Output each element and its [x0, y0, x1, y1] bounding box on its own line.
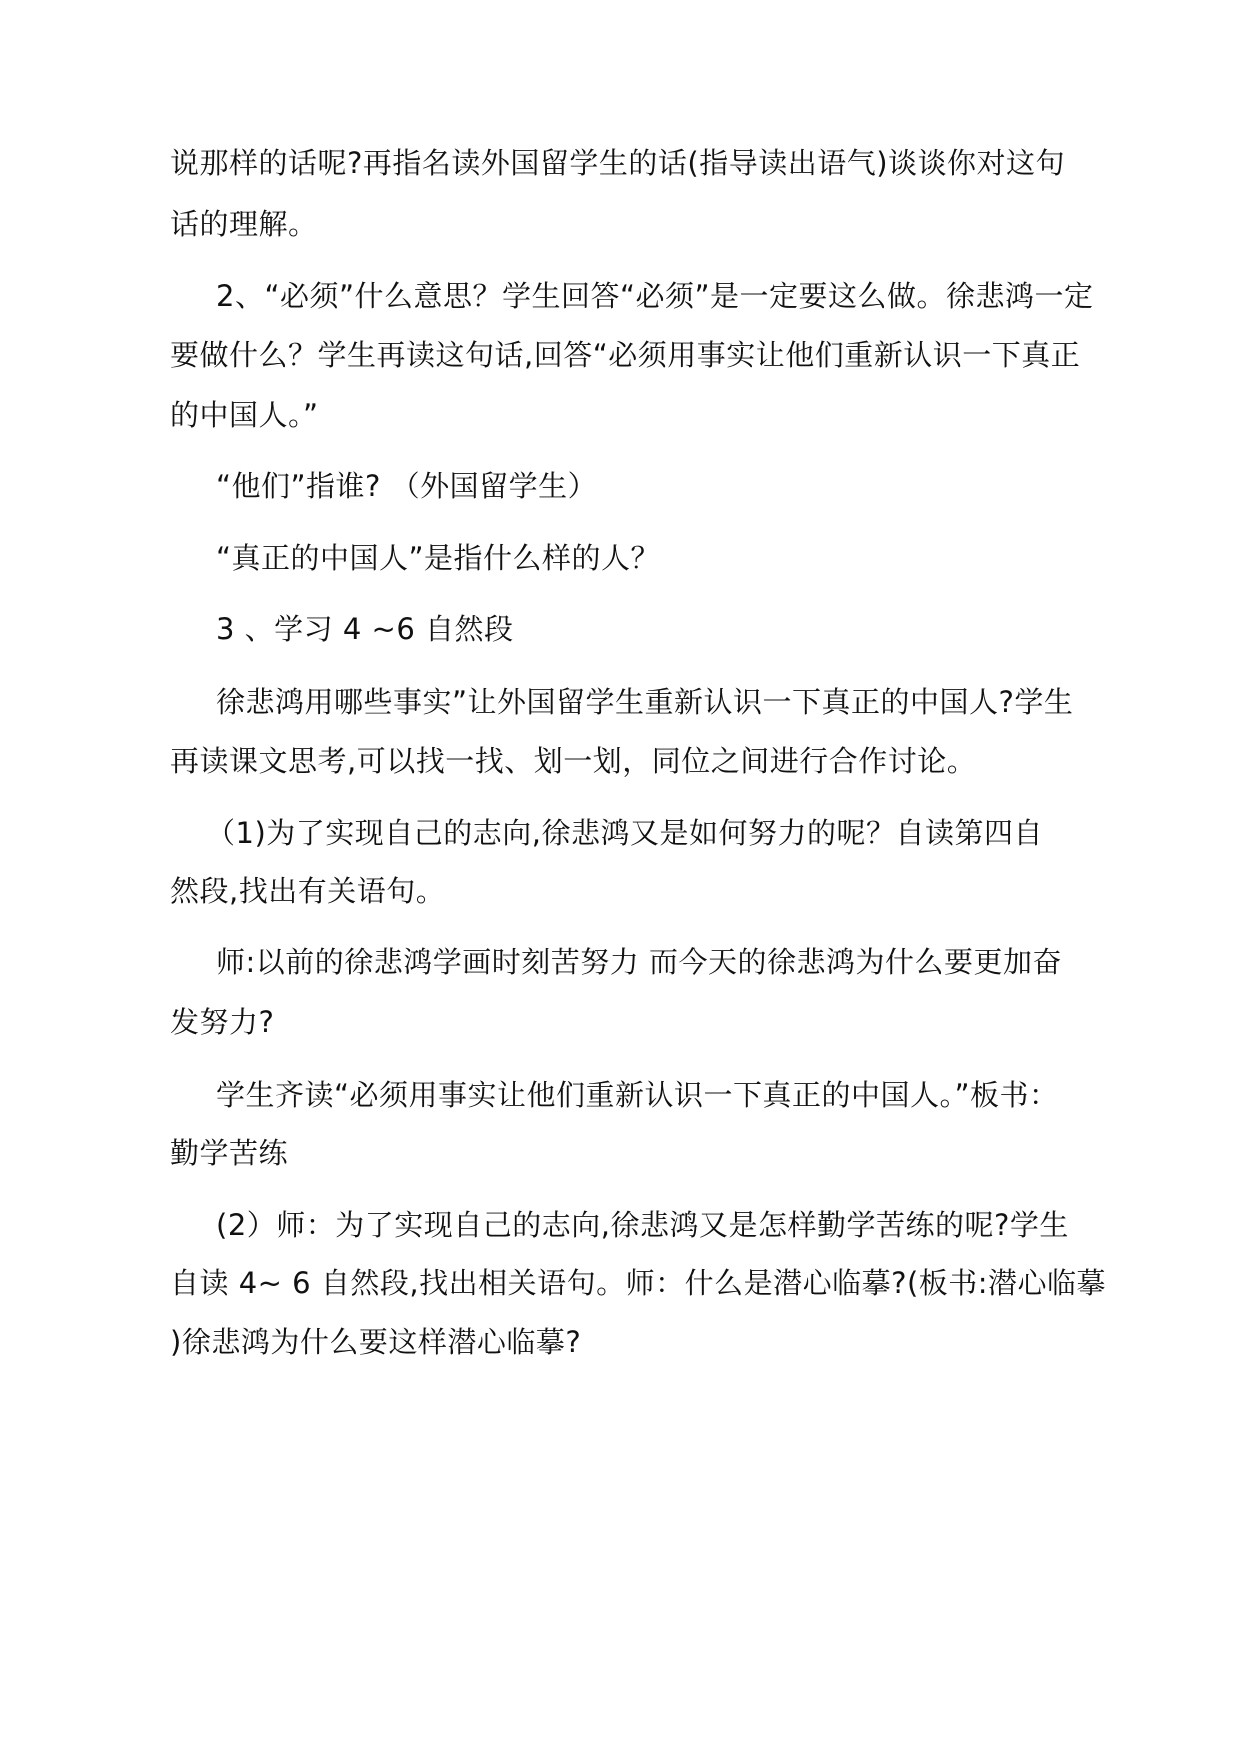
- paragraph-9-line-2: 自读 4~ 6 自然段,找出相关语句。师：什么是潜心临摹?(板书:潜心临摹: [170, 1266, 1107, 1300]
- paragraph-2-line-2: 要做什么？学生再读这句话,回答“必须用事实让他们重新认识一下真正: [170, 338, 1081, 372]
- paragraph-9-line-3: )徐悲鸿为什么要这样潜心临摹?: [170, 1325, 582, 1359]
- paragraph-6-line-2: 然段,找出有关语句。: [170, 874, 446, 908]
- paragraph-5-line-1: 徐悲鸿用哪些事实”让外国留学生重新认识一下真正的中国人?学生: [216, 685, 1074, 719]
- paragraph-6-line-1: （1)为了实现自己的志向,徐悲鸿又是如何努力的呢？自读第四自: [206, 816, 1043, 850]
- paragraph-4-line-1: “真正的中国人”是指什么样的人？: [216, 541, 661, 575]
- paragraph-9-line-1: (2）师：为了实现自己的志向,徐悲鸿又是怎样勤学苦练的呢?学生: [216, 1208, 1069, 1242]
- paragraph-7-line-1: 师:以前的徐悲鸿学画时刻苦努力 而今天的徐悲鸿为什么要更加奋: [216, 945, 1062, 979]
- paragraph-8-line-1: 学生齐读“必须用事实让他们重新认识一下真正的中国人。”板书：: [216, 1078, 1059, 1112]
- section-heading: 3 、学习 4 ~6 自然段: [216, 612, 514, 646]
- paragraph-3-line-1: “他们”指谁? （外国留学生）: [216, 469, 598, 503]
- paragraph-1-line-2: 话的理解。: [170, 207, 318, 241]
- paragraph-5-line-2: 再读课文思考,可以找一找、划一划，同位之间进行合作讨论。: [170, 744, 977, 778]
- paragraph-2-line-3: 的中国人。”: [170, 398, 319, 432]
- paragraph-8-line-2: 勤学苦练: [170, 1136, 289, 1170]
- paragraph-7-line-2: 发努力?: [170, 1005, 275, 1039]
- paragraph-2-line-1: 2、“必须”什么意思？学生回答“必须”是一定要这么做。徐悲鸿一定: [216, 279, 1094, 313]
- paragraph-1-line-1: 说那样的话呢?再指名读外国留学生的话(指导读出语气)谈谈你对这句: [170, 146, 1066, 180]
